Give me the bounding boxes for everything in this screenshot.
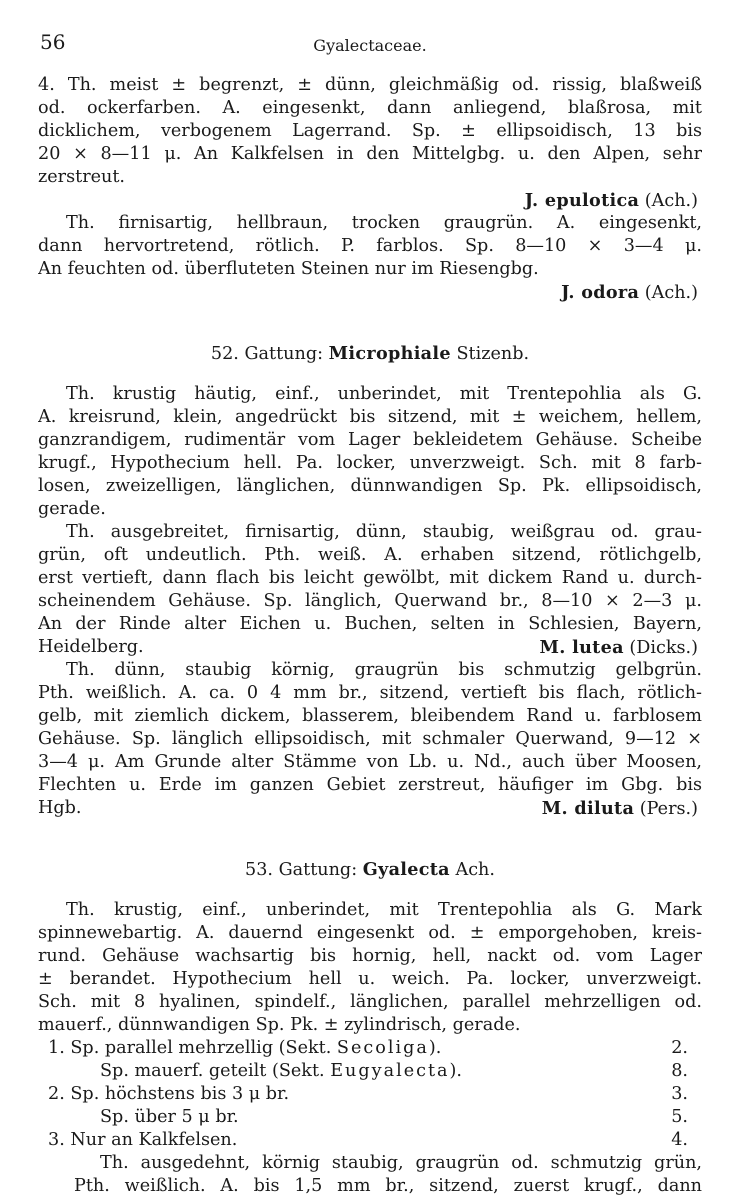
key-text: 3. Nur an Kalkfelsen. [48,1130,238,1150]
text-line: ± berandet. Hypothecium hell u. weich. Pa. locker, unverzweigt. [38,969,702,989]
key-number: 4. [671,1130,688,1150]
text-line: 4. Th. meist ± begrenzt, ± dünn, gleichmäßig od. rissig, blaßweiß [38,75,702,95]
key-number: 5. [671,1107,688,1127]
genus-name: Gyalecta [362,859,450,880]
key-item [38,1083,702,1106]
text-line: Heidelberg. [38,637,144,657]
species-entry [38,636,702,659]
key-item [38,1037,702,1060]
text-line: Hgb. [38,798,82,818]
species-author: (Pers.) [639,799,698,819]
species-entry [38,281,702,304]
text-line: Th. krustig, einf., unberindet, mit Trentepohlia als G. Mark [66,900,702,920]
text-line: ganzrandigem, rudimentär vom Lager bekleidetem Gehäuse. Scheibe [38,430,702,450]
key-number: 8. [671,1061,688,1081]
text-line: gelb, mit ziemlich dickem, blasserem, bleibendem Rand u. farblosem [38,706,702,726]
text-line: 20 × 8—11 μ. An Kalkfelsen in den Mittelgbg. u. den Alpen, sehr [38,144,702,164]
text-line: dicklichem, verbogenem Lagerrand. Sp. ± ellipsoidisch, 13 bis [38,121,702,141]
text-line: krugf., Hypothecium hell. Pa. locker, unverzweigt. Sch. mit 8 farb- [38,453,702,473]
genus-heading [38,858,702,881]
text-line: An feuchten od. überfluteten Steinen nur im Riesengbg. [38,259,539,279]
key-close: ). [449,1061,463,1081]
text-line: Sch. mit 8 hyalinen, spindelf., länglichen, parallel mehrzelligen od. [38,992,702,1012]
species-author: (Dicks.) [629,638,698,658]
key-item [38,1060,702,1083]
species-author: (Ach.) [644,191,698,211]
species-entry [38,797,702,820]
species-author: (Ach.) [644,283,698,303]
text-line: losen, zweizelligen, länglichen, dünnwandigen Sp. Pk. ellipsoidisch, [38,476,702,496]
text-line: A. kreisrund, klein, angedrückt bis sitzend, mit ± weichem, hellem, [38,407,702,427]
text-line: zerstreut. [38,167,126,187]
text-line: 3—4 μ. Am Grunde alter Stämme von Lb. u. Nd., auch über Moosen, [38,752,702,772]
key-close: ). [428,1038,442,1058]
running-title: Gyalectaceae. [313,36,427,55]
text-line: grün, oft undeutlich. Pth. weiß. A. erhaben sitzend, rötlichgelb, [38,545,702,565]
species-entry [38,189,702,212]
species-name: M. lutea [539,637,624,658]
section-name: Eugyalecta [330,1061,450,1081]
key-text: 2. Sp. höchstens bis 3 μ br. [48,1084,290,1104]
text-line: Th. ausgedehnt, körnig staubig, graugrün od. schmutzig grün, [100,1153,702,1173]
text-line: Th. firnisartig, hellbraun, trocken graugrün. A. eingesenkt, [66,213,702,233]
text-line: An der Rinde alter Eichen u. Buchen, selten in Schlesien, Bayern, [38,614,702,634]
key-item [38,1106,702,1129]
key-text: 1. Sp. parallel mehrzellig (Sekt. [48,1038,337,1058]
text-line: spinnewebartig. A. dauernd eingesenkt od. ± emporgehoben, kreis- [38,923,702,943]
key-number: 2. [671,1038,688,1058]
key-text: Sp. über 5 μ br. [100,1107,239,1127]
genus-number: 53. Gattung: [245,860,358,880]
text-line: Th. ausgebreitet, firnisartig, dünn, staubig, weißgrau od. grau- [66,522,702,542]
page-number: 56 [40,30,66,54]
genus-number: 52. Gattung: [210,344,324,364]
text-line: rund. Gehäuse wachsartig bis hornig, hell, nackt od. vom Lager [38,946,702,966]
text-line: gerade. [38,499,106,519]
text-line: dann hervortretend, rötlich. P. farblos. Sp. 8—10 × 3—4 μ. [38,236,702,256]
text-line: Pth. weißlich. A. bis 1,5 mm br., sitzend, zuerst krugf., dann [74,1176,702,1196]
text-line: scheinendem Gehäuse. Sp. länglich, Querwand br., 8—10 × 2—3 μ. [38,591,702,611]
text-line: Gehäuse. Sp. länglich ellipsoidisch, mit schmaler Querwand, 9—12 × [38,729,702,749]
genus-name: Microphiale [328,343,451,364]
genus-heading [38,342,702,365]
text-line: mauerf., dünnwandigen Sp. Pk. ± zylindrisch, gerade. [38,1015,521,1035]
page-header [40,30,700,58]
text-line: Th. dünn, staubig körnig, graugrün bis schmutzig gelbgrün. [66,660,702,680]
text-line: Th. krustig häutig, einf., unberindet, mit Trentepohlia als G. [66,384,702,404]
text-line: Flechten u. Erde im ganzen Gebiet zerstreut, häufiger im Gbg. bis [38,775,702,795]
text-line: erst vertieft, dann flach bis leicht gewölbt, mit dickem Rand u. durch- [38,568,702,588]
genus-author: Stizenb. [456,344,530,364]
section-name: Secoliga [336,1038,429,1058]
text-line: Pth. weißlich. A. ca. 0 4 mm br., sitzend, vertieft bis flach, rötlich- [38,683,702,703]
species-name: J. epulotica [524,190,640,211]
key-item [38,1129,702,1152]
text-line: od. ockerfarben. A. eingesenkt, dann anliegend, blaßrosa, mit [38,98,702,118]
key-text: Sp. mauerf. geteilt (Sekt. [100,1061,331,1081]
genus-author: Ach. [455,860,495,880]
key-number: 3. [671,1084,688,1104]
page-body [38,74,702,1198]
species-name: M. diluta [541,798,635,819]
species-name: J. odora [561,282,640,303]
